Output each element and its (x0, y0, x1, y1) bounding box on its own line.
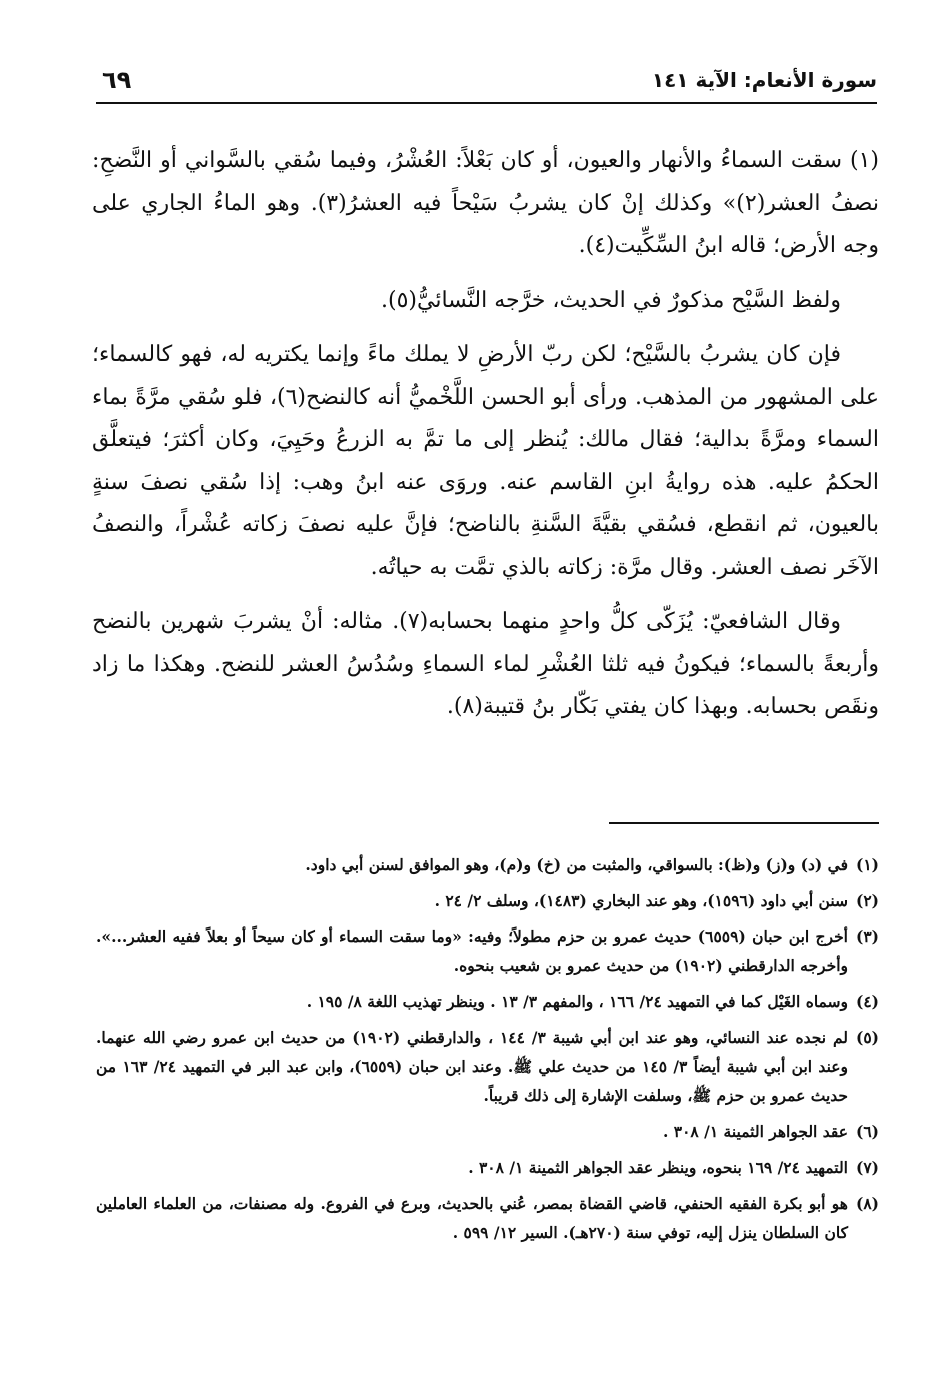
footnote (96, 1023, 879, 1110)
footnote (96, 886, 879, 915)
footnote (96, 1117, 879, 1146)
footnote (96, 987, 879, 1016)
footnote-number: (٥) (855, 1028, 879, 1047)
page-number: ٦٩ (102, 66, 132, 94)
footnote-number: (٤) (855, 992, 879, 1011)
footnote-number: (٢) (855, 891, 879, 910)
footnote-text: وسماه الغَيْل كما في التمهيد ٢٤/ ١٦٦ ، والمفهم ٣/ ١٣ . وينظر تهذيب اللغة ٨/ ١٩٥ . (306, 992, 848, 1011)
footnote-number: (٨) (855, 1194, 879, 1213)
footnote (96, 1153, 879, 1182)
footnote (96, 850, 879, 879)
footnote (96, 1189, 879, 1247)
footnote-number: (٦) (855, 1122, 879, 1141)
paragraph: وقال الشافعيّ: يُزَكّى كلُّ واحدٍ منهما بحسابه(٧). مثاله: أنْ يشربَ شهرين بالنضح وأربعةً بالسماء؛ فيكونُ فيه ثلثا العُشْرِ لماء السماءِ وسُدُسُ العشر للنضح. وهكذا ما زاد ونقَص بحسابه. وبهذا كان يفتي بَكّار بنُ قتيبة(٨). (92, 609, 879, 719)
paragraph: (١) سقت السماءُ والأنهار والعيون، أو كان بَعْلاً: العُشْرُ، وفيما سُقي بالسَّواني أو النَّضحِ: نصفُ العشر(٢)» وكذلك إنْ كان يشربُ سَيْحاً فيه العشرُ(٣). وهو الماءُ الجاري على وجه الأرض؛ قاله ابنُ السِّكِّيت(٤). (92, 148, 879, 258)
footnote-text: هو أبو بكرة الفقيه الحنفي، قاضي القضاة بمصر، عُني بالحديث، وبرع في الفروع. وله مصنفات، من العلماء العاملين كان السلطان ينزل إليه، توفي سنة (٢٧٠هـ). السير ١٢/ ٥٩٩ . (96, 1194, 848, 1242)
footnote-number: (٣) (855, 927, 879, 946)
footnote-text: عقد الجواهر الثمينة ١/ ٣٠٨ . (662, 1122, 848, 1141)
header-title: سورة الأنعام: الآية ١٤١ (651, 68, 877, 92)
footnote-number: (١) (855, 855, 879, 874)
footnote-text: في (د) و(ز) و(ظ): بالسواقي، والمثبت من (خ) و(م)، وهو الموافق لسنن أبي داود. (305, 855, 848, 874)
paragraph: فإن كان يشربُ بالسَّيْح؛ لكن ربّ الأرضِ لا يملك ماءً وإنما يكتريه له، فهو كالسماء؛ على المشهور من المذهب. ورأى أبو الحسن اللَّخْميُّ أنه كالنضح(٦)، فلو سُقي مرَّةً بماء السماء ومرَّةً بدالية؛ فقال مالك: يُنظر إلى ما تمَّ به الزرعُ وحَيِيَ، وكان أكثرَ؛ فيتعلَّق الحكمُ عليه. هذه روايةُ ابنِ القاسم عنه. وروَى عنه ابنُ وهب: إذا سُقي نصفَ سنةٍ بالعيون، ثم انقطع، فسُقي بقيَّةَ السَّنةِ بالناضح؛ فإنَّ عليه نصفَ زكاته عُشْراً، والنصفُ الآخَر نصف العشر. وقال مرَّة: زكاته بالذي تمَّت به حياتُه. (92, 342, 879, 580)
footnote-text: سنن أبي داود (١٥٩٦)، وهو عند البخاري (١٤٨٣)، وسلف ٢/ ٢٤ . (434, 891, 848, 910)
footnotes (96, 850, 879, 1254)
main-text (92, 140, 879, 741)
paragraph: ولفظ السَّيْح مذكورٌ في الحديث، خرَّجه النَّسائيُّ(٥). (381, 287, 841, 313)
footnote-separator (609, 822, 879, 824)
footnote-number: (٧) (855, 1158, 879, 1177)
footnote-text: أخرج ابن حبان (٦٥٥٩) حديث عمرو بن حزم مطولاً؛ وفيه: «وما سقت السماء أو كان سيحاً أو بعلاً ففيه العشر...». وأخرجه الدارقطني (١٩٠٢) من حديث عمرو بن شعيب بنحوه. (96, 927, 848, 975)
footnote (96, 922, 879, 980)
footnote-text: التمهيد ٢٤/ ١٦٩ بنحوه، وينظر عقد الجواهر الثمينة ١/ ٣٠٨ . (468, 1158, 848, 1177)
footnote-text: لم نجده عند النسائي، وهو عند ابن أبي شيبة ٣/ ١٤٤ ، والدارقطني (١٩٠٢) من حديث ابن عمرو رضي الله عنهما. وعند ابن أبي شيبة أيضاً ٣/ ١٤٥ من حديث علي ﷺ. وعند ابن حبان (٦٥٥٩)، وابن عبد البر في التمهيد ٢٤/ ١٦٣ من حديث عمرو بن حزم ﷺ، وسلفت الإشارة إلى ذلك قريباً. (96, 1028, 848, 1105)
running-header (96, 62, 877, 104)
